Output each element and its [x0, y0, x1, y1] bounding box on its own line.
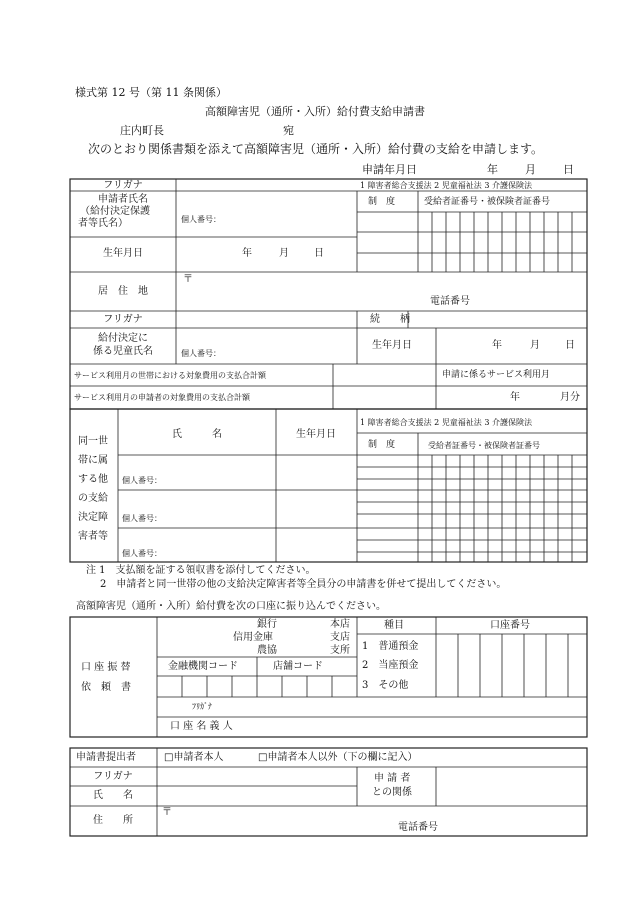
- birth2-day: 日: [565, 340, 575, 351]
- bank-shinkin: 信用金庫: [233, 632, 273, 643]
- household-total-label: サービス利用月の世帯における対象費用の支払合計額: [74, 371, 266, 380]
- bank-shiten: 支店: [330, 632, 350, 643]
- household-system: 制 度: [368, 440, 396, 450]
- bank-nokyo: 農協: [257, 645, 277, 656]
- law-header: 1 障害者総合支援法 2 児童福祉法 3 介護保険法: [360, 181, 532, 190]
- holder-label: 口 座 名 義 人: [170, 721, 233, 732]
- service-year: 年: [510, 392, 520, 403]
- submitter-relation-1: 申 請 者: [374, 773, 411, 784]
- child-name-label2: 係る児童氏名: [93, 346, 153, 357]
- submitter-label: 申請書提出者: [76, 752, 136, 763]
- birth2-year: 年: [492, 340, 502, 351]
- household-personal-number-2: 個人番号：: [122, 514, 162, 523]
- birth-day: 日: [314, 248, 324, 259]
- submitter-name: 氏 名: [93, 790, 133, 801]
- date-month: 月: [525, 163, 536, 176]
- household-side-4: の支給: [78, 493, 108, 504]
- bank-side-2: 依 頼 書: [81, 682, 131, 693]
- applicant-name-sub2: 者等氏名）: [78, 218, 128, 229]
- phone-label: 電話番号: [430, 296, 470, 307]
- birth-month: 月: [279, 248, 289, 259]
- kind-3: 3 その他: [362, 680, 409, 691]
- bank-shisho: 支所: [330, 645, 350, 656]
- birth-year: 年: [242, 248, 252, 259]
- date-year: 年: [487, 163, 498, 176]
- child-name-label1: 給付決定に: [98, 333, 148, 344]
- date-day: 日: [563, 163, 574, 176]
- household-personal-number-1: 個人番号：: [122, 476, 162, 485]
- submitter-relation-2: との関係: [372, 787, 412, 798]
- household-birth-col: 生年月日: [296, 429, 336, 440]
- bank-ginko: 銀行: [257, 619, 277, 630]
- kind-2: 2 当座預金: [362, 660, 419, 671]
- system-label: 制 度: [368, 197, 396, 207]
- address-label: 居 住 地: [98, 286, 148, 297]
- household-law-header: 1 障害者総合支援法 2 児童福祉法 3 介護保険法: [360, 418, 532, 427]
- household-side-6: 害者等: [78, 531, 108, 542]
- bank-honten: 本店: [330, 619, 350, 630]
- bank-side-1: 口 座 振 替: [81, 662, 131, 673]
- bank-table-frame: [70, 617, 587, 737]
- account-number-label: 口座番号: [490, 620, 530, 631]
- kind-label: 種目: [384, 620, 404, 631]
- holder-furigana-label: ﾌﾘｶﾞﾅ: [192, 702, 212, 711]
- bank-intro: 高額障害児（通所・入所）給付費を次の口座に振り込んでください。: [76, 601, 386, 612]
- furigana-label: フリガナ: [103, 180, 143, 191]
- submitter-address: 住 所: [93, 815, 133, 826]
- bank-code-label: 金融機関コード: [168, 661, 238, 672]
- household-side-2: 帯に属: [78, 455, 108, 466]
- date-label: 申請年月日: [362, 163, 417, 176]
- birth-date-label: 生年月日: [103, 248, 143, 259]
- household-side-5: 決定障: [78, 512, 108, 523]
- branch-code-label: 店舗コード: [273, 661, 323, 672]
- form-title: 高額障害児（通所・入所）給付費支給申請書: [205, 105, 425, 118]
- service-month-unit: 月分: [560, 392, 580, 403]
- postal-mark: 〒: [183, 274, 193, 285]
- intro-text: 次のとおり関係書類を添えて高額障害児（通所・入所）給付費の支給を申請します。: [88, 142, 544, 156]
- kind-1: 1 普通預金: [362, 641, 419, 652]
- submitter-option-other[interactable]: □申請者本人以外（下の欄に記入）: [258, 752, 418, 763]
- submitter-option-self[interactable]: □申請者本人: [164, 752, 224, 763]
- applicant-name-label: 申請者氏名: [98, 194, 148, 205]
- note-2: 2 申請者と同一世帯の他の支給決定障害者等全員分の申請書を併せて提出してください。: [100, 579, 507, 590]
- addressee: 庄内町長: [120, 124, 164, 137]
- birth2-month: 月: [530, 340, 540, 351]
- submitter-furigana: フリガナ: [93, 771, 133, 782]
- service-month-label: 申請に係るサービス利用月: [442, 370, 551, 380]
- submitter-phone: 電話番号: [398, 822, 438, 833]
- birth-date-label2: 生年月日: [372, 340, 412, 351]
- applicant-total-label: サービス利用月の申請者の対象費用の支払合計額: [74, 393, 250, 402]
- submitter-postal-mark: 〒: [162, 807, 172, 818]
- household-side-1: 同一世: [78, 436, 108, 447]
- note-1: 注 1 支払額を証する領収書を添付してください。: [86, 565, 316, 576]
- household-name-col: 氏 名: [172, 429, 222, 440]
- furigana2-label: フリガナ: [103, 314, 143, 325]
- personal-number-label2: 個人番号：: [181, 349, 221, 358]
- household-side-3: する他: [78, 474, 108, 485]
- addressee-suffix: 宛: [283, 124, 294, 137]
- household-personal-number-3: 個人番号：: [122, 549, 162, 558]
- applicant-name-sub1: （給付決定保護: [80, 206, 150, 217]
- relationship-label: 続 柄: [370, 314, 410, 325]
- form-number: 様式第 12 号（第 11 条関係）: [75, 86, 227, 99]
- household-cert-number: 受給者証番号・被保険者証番号: [428, 441, 540, 450]
- cert-number-label: 受給者証番号・被保険者証番号: [424, 197, 551, 207]
- personal-number-label: 個人番号：: [181, 215, 221, 224]
